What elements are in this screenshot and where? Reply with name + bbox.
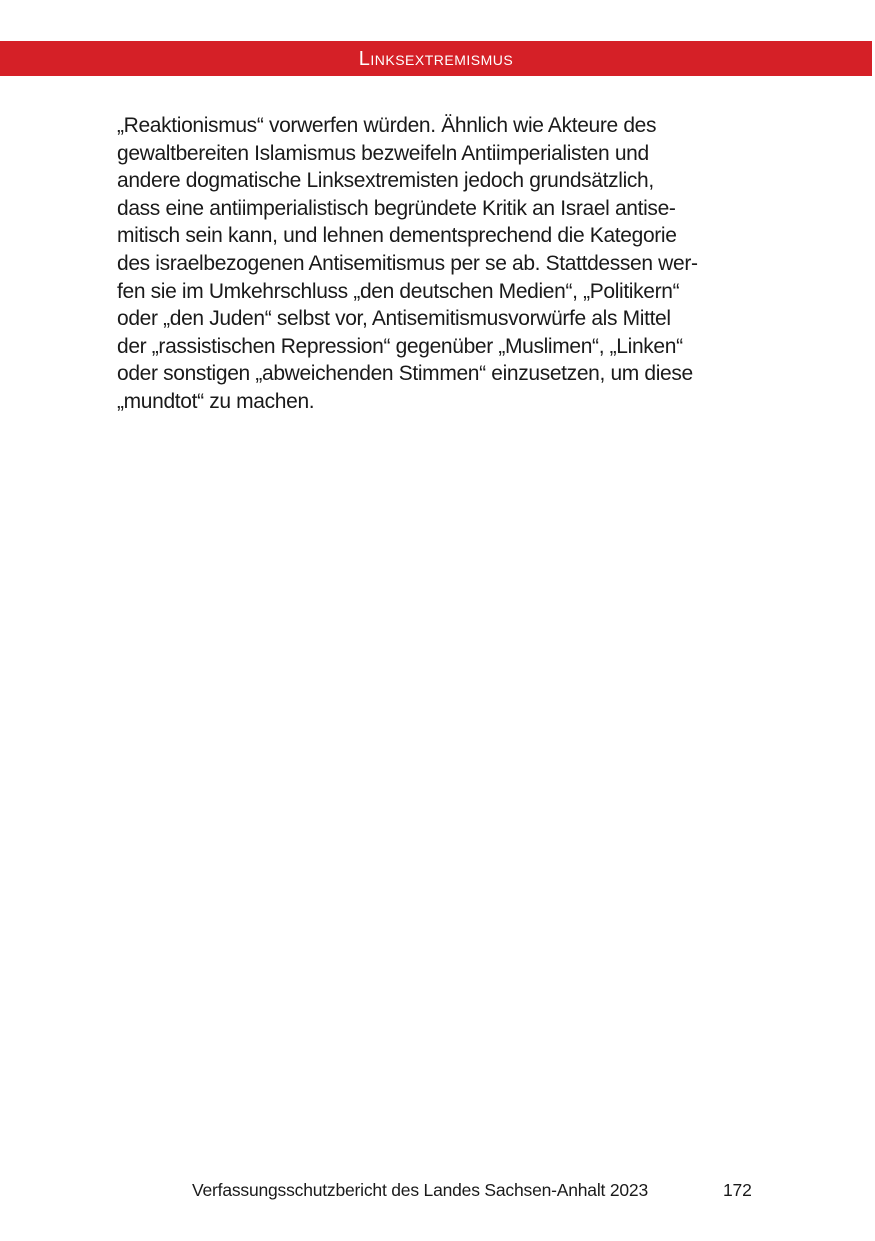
body-line: der „rassistischen Repression“ gegenüber „Muslimen“, „Linken“: [117, 334, 683, 358]
body-line: oder „den Juden“ selbst vor, Antisemitismusvorwürfe als Mittel: [117, 307, 671, 331]
body-line: des israelbezogenen Antisemitismus per se ab. Stattdessen wer-: [117, 251, 698, 275]
page-footer: [0, 1180, 875, 1208]
body-line: „mundtot“ zu machen.: [117, 389, 315, 413]
body-line: „Reaktionismus“ vorwerfen würden. Ähnlich wie Akteure des: [117, 114, 657, 137]
body-line: mitisch sein kann, und lehnen dementsprechend die Kategorie: [117, 224, 677, 248]
body-paragraph: [117, 112, 767, 416]
body-line: andere dogmatische Linksextremisten jedoch grundsätzlich,: [117, 169, 654, 193]
body-line: fen sie im Umkehrschluss „den deutschen Medien“, „Politikern“: [117, 279, 680, 303]
section-header-bar: [0, 41, 872, 76]
body-line: gewaltbereiten Islamismus bezweifeln Antiimperialisten und: [117, 141, 649, 165]
section-title: Linksextremismus: [358, 48, 514, 70]
page-number: 172: [723, 1180, 752, 1200]
body-line: oder sonstigen „abweichenden Stimmen“ einzusetzen, um diese: [117, 362, 693, 386]
footer-publication-title: Verfassungsschutzbericht des Landes Sachsen-Anhalt 2023: [192, 1180, 648, 1200]
body-line: dass eine antiimperialistisch begründete Kritik an Israel antise-: [117, 196, 676, 220]
